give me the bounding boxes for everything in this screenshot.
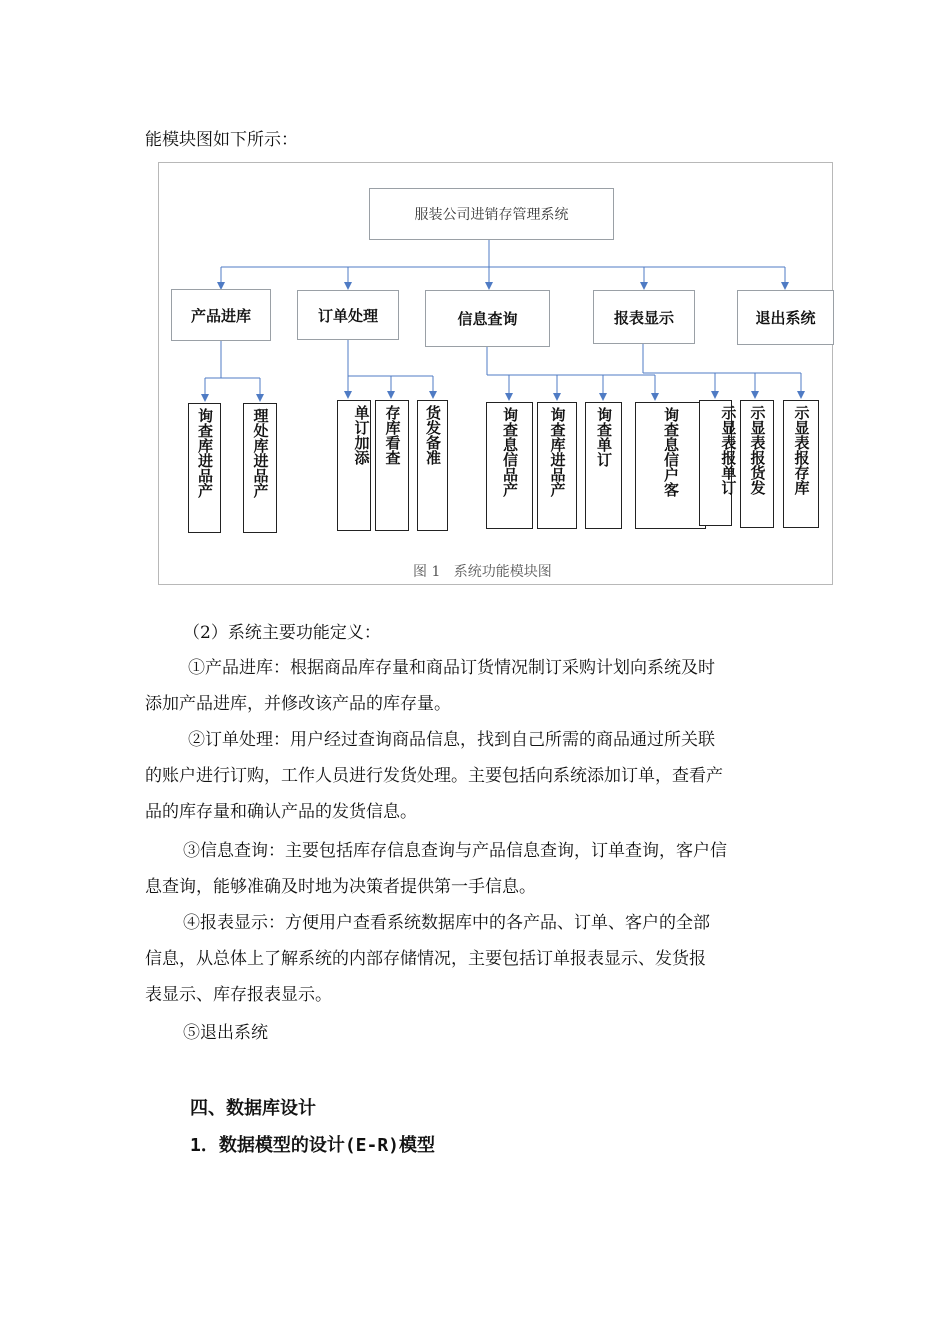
leaf-label: 理处库进品产 [251, 408, 270, 498]
module-exit-system: 退出系统 [737, 290, 834, 345]
module-report-display: 报表显示 [593, 290, 695, 344]
leaf-inbound-query [188, 403, 221, 533]
heading-er-model: 1．数据模型的设计(E-R)模型 [190, 1135, 436, 1156]
item-3-line-1: ③信息查询：主要包括库存信息查询与产品信息查询，订单查询，客户信 [183, 841, 727, 861]
leaf-prepare-shipment [417, 400, 448, 531]
leaf-stock-report [783, 400, 819, 528]
item-1-line-1: ①产品进库：根据商品库存量和商品订货情况制订采购计划向系统及时 [188, 658, 715, 678]
item-5-line-1: ⑤退出系统 [183, 1023, 268, 1043]
module-order-processing: 订单处理 [297, 290, 399, 340]
leaf-label: 示显表报存库 [792, 405, 811, 495]
item-4-line-1: ④报表显示：方便用户查看系统数据库中的各产品、订单、客户的全部 [183, 913, 710, 933]
item-2-line-1: ②订单处理：用户经过查询商品信息，找到自己所需的商品通过所关联 [188, 730, 715, 750]
leaf-label: 询查息信户客 [662, 407, 680, 497]
leaf-label: 单订加添 [352, 405, 371, 465]
figure-caption: 图 1 系统功能模块图 [413, 564, 552, 580]
leaf-add-order [337, 400, 371, 531]
leaf-label: 询查单订 [595, 407, 613, 467]
leaf-view-stock [375, 400, 409, 531]
leaf-label: 询查库进品产 [196, 408, 214, 498]
leaf-label: 存库看查 [383, 405, 402, 465]
root-system-box: 服装公司进销存管理系统 [369, 188, 614, 240]
leaf-label: 示显表报单订 [719, 405, 738, 495]
leaf-label: 询查息信品产 [501, 407, 519, 497]
item-4-line-3: 表显示、库存报表显示。 [145, 985, 332, 1005]
section-title: （2）系统主要功能定义： [183, 623, 381, 643]
leaf-order-query [585, 402, 622, 529]
intro-text: 能模块图如下所示： [145, 130, 298, 150]
heading-database-design: 四、数据库设计 [190, 1098, 316, 1119]
leaf-label: 询查库进品产 [548, 407, 567, 497]
leaf-customer-info-query [635, 402, 706, 529]
item-4-line-2: 信息，从总体上了解系统的内部存储情况，主要包括订单报表显示、发货报 [145, 949, 706, 969]
leaf-inbound-query-2 [537, 402, 577, 529]
leaf-product-info-query [486, 402, 533, 529]
module-info-query: 信息查询 [425, 290, 550, 347]
leaf-shipment-report [740, 400, 774, 528]
item-1-line-2: 添加产品进库，并修改该产品的库存量。 [145, 694, 451, 714]
leaf-label: 示显表报货发 [748, 405, 767, 495]
item-2-line-3: 品的库存量和确认产品的发货信息。 [145, 802, 417, 822]
module-product-inbound: 产品进库 [171, 289, 271, 341]
item-3-line-2: 息查询，能够准确及时地为决策者提供第一手信息。 [145, 877, 536, 897]
module-diagram [158, 162, 833, 585]
leaf-order-report [699, 400, 738, 526]
item-2-line-2: 的账户进行订购，工作人员进行发货处理。主要包括向系统添加订单，查看产 [145, 766, 723, 786]
leaf-label: 货发备准 [424, 405, 442, 465]
leaf-inbound-process [243, 403, 277, 533]
